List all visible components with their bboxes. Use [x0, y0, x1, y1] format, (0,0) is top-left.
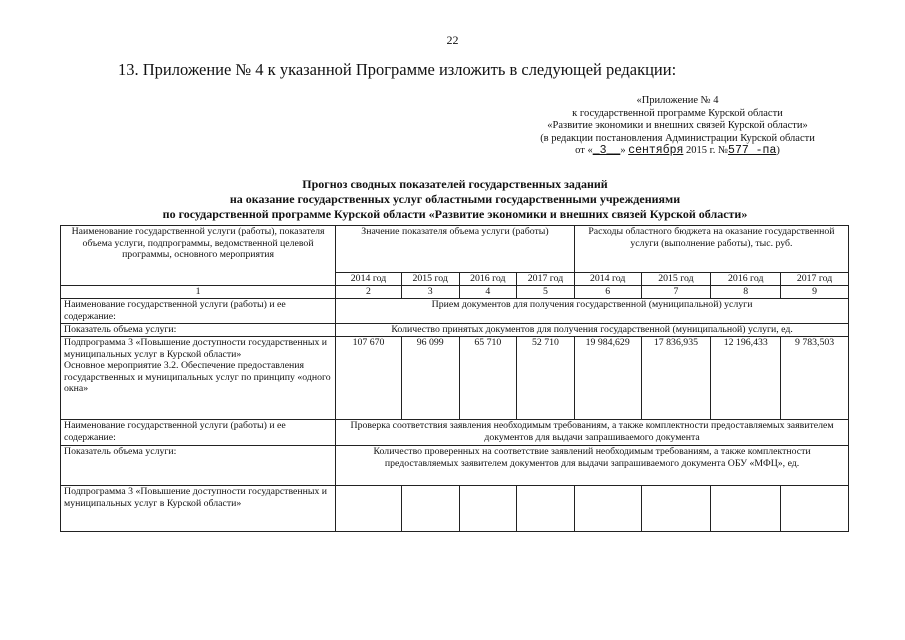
date-mid: »: [620, 145, 629, 157]
subprogram-activity-label: [61, 337, 336, 420]
table-row: [61, 446, 849, 486]
decree-number: 577 -па: [728, 144, 777, 158]
year-cell: 2015 год: [641, 273, 711, 286]
year-cell: 2015 год: [401, 273, 459, 286]
empty-cell: [574, 486, 641, 532]
year-cell: 2017 год: [781, 273, 849, 286]
column-number: 3: [401, 286, 459, 299]
title-line-3: по государственной программе Курской области «Развитие экономики и внешних связей Курской области»: [162, 207, 748, 221]
table-data-row: [61, 337, 849, 420]
appendix-header: [500, 95, 855, 158]
empty-cell: [517, 486, 575, 532]
volume-indicator-label: Показатель объема услуги:: [61, 324, 336, 337]
subprogram-label: Подпрограмма 3 «Повышение доступности государственных и муниципальных услуг в Курской области»: [61, 486, 336, 532]
column-number: 1: [61, 286, 336, 299]
table-row: [61, 486, 849, 532]
column-number: 5: [517, 286, 575, 299]
value-cell: 9 783,503: [781, 337, 849, 420]
table-row: [61, 324, 849, 337]
column-number: 7: [641, 286, 711, 299]
year-cell: 2016 год: [459, 273, 517, 286]
value-cell: 96 099: [401, 337, 459, 420]
intro-paragraph: 13. Приложение № 4 к указанной Программе изложить в следующей редакции:: [118, 60, 677, 79]
empty-cell: [401, 486, 459, 532]
table-row: [61, 299, 849, 324]
table-column-numbers-row: [61, 286, 849, 299]
page-number: 22: [446, 33, 459, 47]
table-row: [61, 420, 849, 446]
title-line-2: на оказание государственных услуг областными государственными учреждениями: [229, 192, 681, 206]
title-line-1: Прогноз сводных показателей государственных заданий: [302, 177, 608, 191]
date-close: ): [776, 145, 780, 157]
value-cell: 52 710: [517, 337, 575, 420]
volume-indicator-value: Количество проверенных на соответствие заявлений необходимым требованиям, а также комплектности предоставляемых заявителем документов для выдачи запрашиваемого документа ОБУ «МФЦ», ед.: [336, 446, 849, 486]
year-cell: 2017 год: [517, 273, 575, 286]
empty-cell: [336, 486, 402, 532]
appendix-line-2: к государственной программе Курской области: [572, 107, 783, 119]
value-cell: 65 710: [459, 337, 517, 420]
date-month: сентября: [628, 144, 684, 158]
empty-cell: [711, 486, 781, 532]
service-name-label: Наименование государственной услуги (работы) и ее содержание:: [61, 299, 336, 324]
header-name: Наименование государственной услуги (работы), показателя объема услуги, подпрограммы, ведомственной целевой программы, основного мероприятия: [61, 226, 336, 286]
subprogram-label: Подпрограмма 3 «Повышение доступности государственных и муниципальных услуг в Курской области»: [64, 337, 328, 360]
service-name-label: Наименование государственной услуги (работы) и ее содержание:: [61, 420, 336, 446]
table-header-row: [61, 226, 849, 273]
volume-indicator-label: Показатель объема услуги:: [61, 446, 336, 486]
year-cell: 2016 год: [711, 273, 781, 286]
empty-cell: [459, 486, 517, 532]
column-number: 9: [781, 286, 849, 299]
date-prefix: от «: [575, 145, 593, 157]
value-cell: 19 984,629: [574, 337, 641, 420]
activity-label: Основное мероприятие 3.2. Обеспечение предоставления государственных и муниципальных услуг по принципу «одного окна»: [64, 360, 331, 394]
appendix-line-1: «Приложение № 4: [636, 95, 719, 106]
service-name-value: Прием документов для получения государственной (муниципальной) услуги: [336, 299, 849, 324]
value-cell: 107 670: [336, 337, 402, 420]
header-volume: Значение показателя объема услуги (работы): [336, 226, 575, 273]
header-budget: Расходы областного бюджета на оказание государственной услуги (выполнение работы), тыс. руб.: [574, 226, 848, 273]
service-name-value: Проверка соответствия заявления необходимым требованиям, а также комплектности предоставляемых заявителем документов для выдачи запрашиваемого документа: [336, 420, 849, 446]
empty-cell: [641, 486, 711, 532]
value-cell: 12 196,433: [711, 337, 781, 420]
year-cell: 2014 год: [574, 273, 641, 286]
date-day: _3__: [592, 144, 621, 158]
empty-cell: [781, 486, 849, 532]
column-number: 6: [574, 286, 641, 299]
document-title: [60, 177, 850, 222]
year-cell: 2014 год: [336, 273, 402, 286]
column-number: 4: [459, 286, 517, 299]
value-cell: 17 836,935: [641, 337, 711, 420]
appendix-line-3: «Развитие экономики и внешних связей Курской области»: [547, 120, 808, 132]
appendix-date-line: [500, 145, 855, 158]
appendix-line-4: (в редакции постановления Администрации Курской области: [540, 132, 815, 144]
forecast-table: [60, 225, 849, 532]
date-year: 2015 г. №: [683, 145, 729, 157]
column-number: 8: [711, 286, 781, 299]
column-number: 2: [336, 286, 402, 299]
volume-indicator-value: Количество принятых документов для получения государственной (муниципальной) услуги, ед.: [336, 324, 849, 337]
